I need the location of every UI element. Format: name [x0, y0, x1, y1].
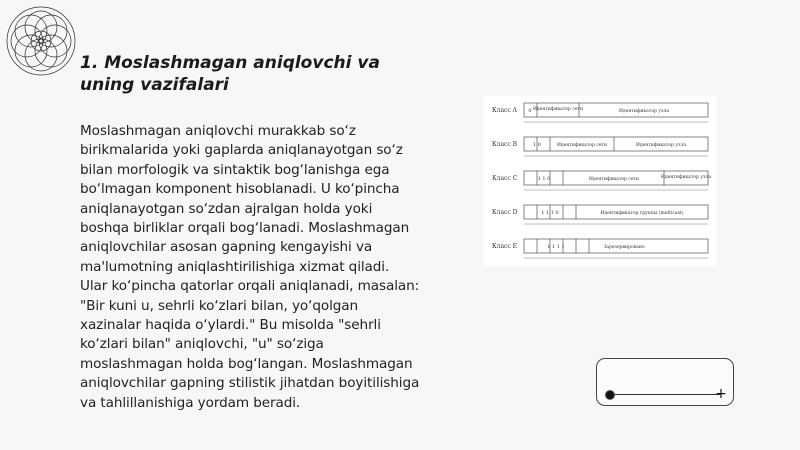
slide-title: 1. Moslashmagan aniqlovchi va uning vazifalari	[80, 53, 380, 95]
class-c-net: Идентификатор сети	[588, 177, 640, 182]
spirograph-logo-icon	[4, 4, 78, 78]
class-d-row	[492, 205, 708, 224]
class-b-host: Идентификатор узла	[635, 143, 687, 148]
class-c-row	[492, 171, 711, 190]
class-b-bits: 1 0	[533, 142, 541, 148]
ip-address-classes-figure	[484, 96, 716, 266]
media-slider-control[interactable]	[596, 358, 734, 406]
class-a-row	[492, 103, 708, 122]
class-a-bits: 0	[528, 108, 532, 114]
slider-handle[interactable]	[605, 390, 615, 400]
class-a-net: Идентификатор сети	[532, 107, 584, 112]
class-b-net: Идентификатор сети	[556, 143, 608, 148]
class-e-reserved: Зарезервировано	[603, 245, 645, 250]
class-d-group: Идентификатор группы (multicast)	[600, 211, 684, 216]
slider-track[interactable]	[609, 394, 721, 395]
class-b-label: Класс B	[492, 141, 518, 148]
class-d-bits: 1 1 1 0	[541, 210, 559, 216]
class-c-bits: 1 1 0	[537, 176, 551, 182]
slide-body-text: Moslashmagan aniqlovchi murakkab so‘z birikmalarida yoki gaplarda aniqlanayotgan so‘z bilan morfologik va sintaktik bog‘lanishga ega bo‘lmagan komponent hisoblanadi. U ko‘pincha aniqlanayotgan so‘zdan ajralgan holda yoki boshqa birliklar orqali bog‘lanadi. Moslashmagan aniqlovchilar asosan gapning kengayishi va ma'lumotning aniqlashtirilishiga xizmat qiladi. Ular ko‘pincha qatorlar orqali aniqlanadi, masalan: "Bir kuni u, sehrli ko‘zlari bilan, yo‘qolgan xazinalar haqida o‘ylardi." Bu misolda "sehrli ko‘zlari bilan" aniqlovchi, "u" so‘ziga moslashmagan holda bog‘langan. Moslashmagan aniqlovchilar gapning stilistik jihatdan boyitilishiga va tahlillanishiga yordam beradi.	[80, 123, 420, 411]
class-b-row	[492, 137, 708, 156]
class-a-host: Идентификатор узла	[618, 109, 670, 114]
class-c-host: Идентификатор узла	[660, 175, 712, 180]
class-c-label: Класс C	[492, 175, 518, 182]
class-e-row	[492, 239, 708, 258]
class-a-label: Класс A	[492, 107, 517, 114]
plus-icon[interactable]: +	[715, 386, 727, 402]
class-e-label: Класс E	[492, 243, 518, 250]
ip-classes-diagram	[484, 96, 716, 266]
class-e-bits: 1 1 1 1	[547, 244, 565, 250]
class-d-label: Класс D	[492, 209, 518, 216]
